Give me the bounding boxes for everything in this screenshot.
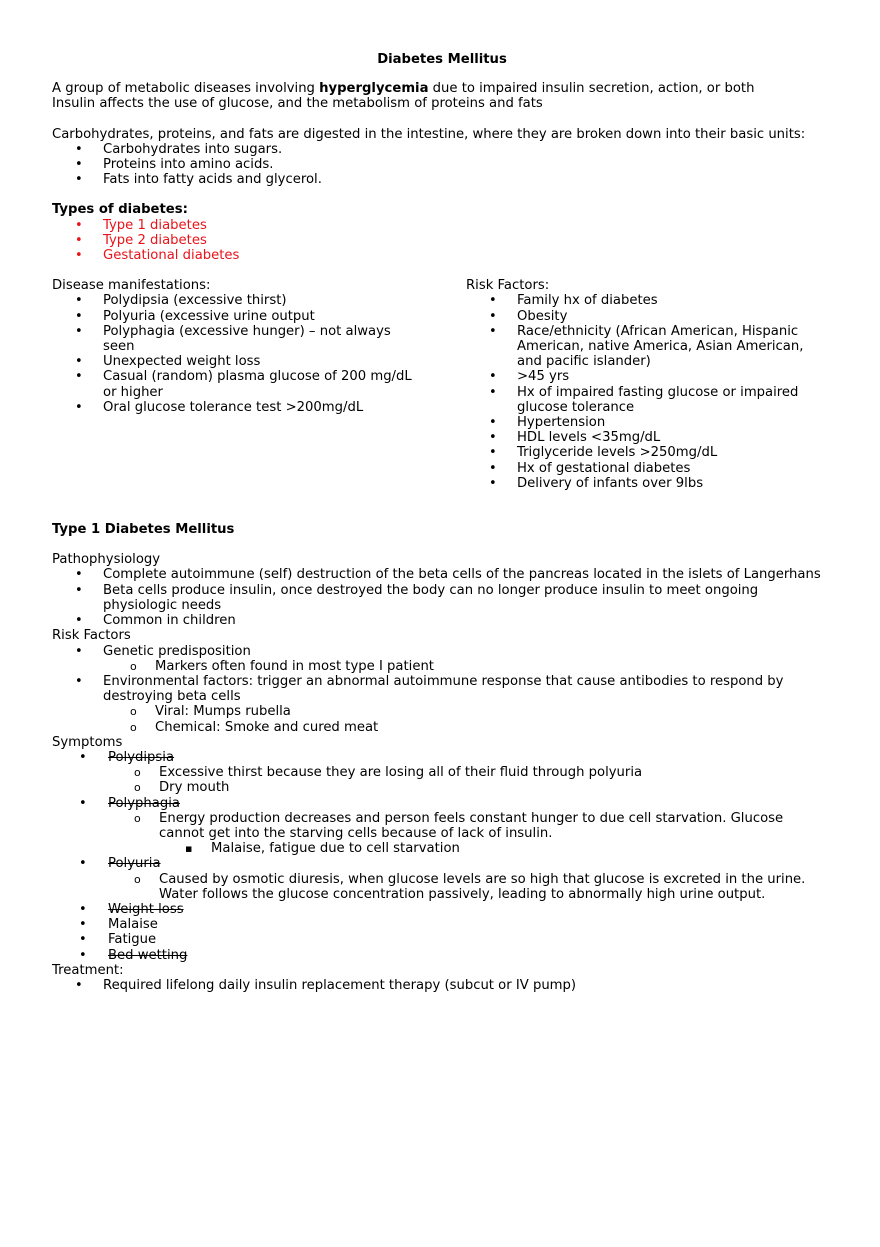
two-column-section bbox=[52, 278, 832, 491]
treatment-heading: Treatment: bbox=[52, 962, 124, 978]
list-item: • Hypertension bbox=[466, 415, 832, 430]
manifestations-list bbox=[52, 293, 414, 415]
list-item: • Hx of impaired fasting glucose or impaired glucose tolerance bbox=[466, 385, 832, 415]
sub-list-item: o Markers often found in most type I patient bbox=[52, 659, 832, 674]
list-item: • Polyphagia (excessive hunger) – not always seen bbox=[52, 324, 414, 354]
symptoms-list bbox=[52, 750, 832, 963]
list-item: • Environmental factors: trigger an abnormal autoimmune response that cause antibodies to respond by destroying beta cells bbox=[52, 674, 832, 704]
list-item bbox=[52, 948, 832, 963]
list-item: • Obesity bbox=[466, 309, 832, 324]
list-item: • HDL levels <35mg/dL bbox=[466, 430, 832, 445]
list-item: • Race/ethnicity (African American, Hispanic American, native America, Asian American, and pacific islander) bbox=[466, 324, 832, 370]
type1-heading: Type 1 Diabetes Mellitus bbox=[52, 522, 235, 538]
sub-list-item: o Excessive thirst because they are losing all of their fluid through polyuria bbox=[52, 765, 832, 780]
types-heading: Types of diabetes: bbox=[52, 202, 188, 218]
list-item bbox=[52, 902, 832, 917]
list-item: • Complete autoimmune (self) destruction of the beta cells of the pancreas located in the islets of Langerhans bbox=[52, 567, 832, 582]
pathophysiology-list bbox=[52, 567, 832, 628]
document-page bbox=[52, 52, 832, 993]
intro-text-before: A group of metabolic diseases involving bbox=[52, 81, 320, 97]
list-item bbox=[52, 796, 832, 811]
intro-line-1 bbox=[52, 81, 832, 96]
list-item: • Polydipsia (excessive thirst) bbox=[52, 293, 414, 308]
treatment-list bbox=[52, 978, 832, 993]
sub-list-item: o Chemical: Smoke and cured meat bbox=[52, 720, 832, 735]
list-item: • Common in children bbox=[52, 613, 832, 628]
list-item: • Required lifelong daily insulin replacement therapy (subcut or IV pump) bbox=[52, 978, 832, 993]
page-title: Diabetes Mellitus bbox=[377, 52, 507, 67]
list-item: • Delivery of infants over 9lbs bbox=[466, 476, 832, 491]
list-item: • Family hx of diabetes bbox=[466, 293, 832, 308]
digestion-list bbox=[52, 142, 832, 188]
sub-list-item: o Dry mouth bbox=[52, 780, 832, 795]
list-item: • Genetic predisposition bbox=[52, 644, 832, 659]
pathophysiology-heading: Pathophysiology bbox=[52, 552, 161, 568]
symptom-polydipsia: Polydipsia bbox=[108, 749, 175, 765]
sub-list-item: o Caused by osmotic diuresis, when glucose levels are so high that glucose is excreted in the urine. Water follows the glucose concentration passively, leading to abnormally high urine output. bbox=[52, 872, 832, 902]
intro-line-2: Insulin affects the use of glucose, and the metabolism of proteins and fats bbox=[52, 96, 543, 112]
list-item: • Casual (random) plasma glucose of 200 mg/dL or higher bbox=[52, 369, 414, 399]
list-item: • Type 1 diabetes bbox=[52, 218, 832, 233]
list-item: • Polyuria (excessive urine output bbox=[52, 309, 414, 324]
list-item: • Triglyceride levels >250mg/dL bbox=[466, 445, 832, 460]
list-item: • Proteins into amino acids. bbox=[52, 157, 832, 172]
symptom-bed-wetting: Bed wetting bbox=[108, 947, 188, 963]
list-item: • Hx of gestational diabetes bbox=[466, 461, 832, 476]
intro-text-after: due to impaired insulin secretion, action, or both bbox=[428, 81, 755, 97]
risk-factors-list bbox=[466, 293, 832, 491]
symptom-polyuria: Polyuria bbox=[108, 856, 161, 872]
list-item: • Fatigue bbox=[52, 932, 832, 947]
sub-list-item: o Viral: Mumps rubella bbox=[52, 704, 832, 719]
symptoms-heading: Symptoms bbox=[52, 734, 123, 750]
list-item: • Oral glucose tolerance test >200mg/dL bbox=[52, 400, 414, 415]
list-item: • Gestational diabetes bbox=[52, 248, 832, 263]
list-item: • Beta cells produce insulin, once destroyed the body can no longer produce insulin to meet ongoing physiologic needs bbox=[52, 583, 832, 613]
symptom-polyphagia: Polyphagia bbox=[108, 795, 180, 811]
list-item: • Carbohydrates into sugars. bbox=[52, 142, 832, 157]
sub-sub-list-item: ▪ Malaise, fatigue due to cell starvation bbox=[52, 841, 832, 856]
list-item bbox=[52, 856, 832, 871]
type1-risk-heading: Risk Factors bbox=[52, 628, 131, 644]
manifestations-column bbox=[52, 278, 414, 491]
list-item: • >45 yrs bbox=[466, 369, 832, 384]
list-item: • Unexpected weight loss bbox=[52, 354, 414, 369]
list-item bbox=[52, 750, 832, 765]
risk-factors-column bbox=[466, 278, 832, 491]
symptom-weight-loss: Weight loss bbox=[108, 901, 184, 917]
types-list bbox=[52, 218, 832, 264]
sub-list-item: o Energy production decreases and person feels constant hunger to due cell starvation. Glucose cannot get into the starving cells because of lack of insulin. bbox=[52, 811, 832, 841]
intro-bold-term: hyperglycemia bbox=[319, 81, 429, 97]
risk-factors-heading: Risk Factors: bbox=[466, 278, 550, 294]
type1-risk-list bbox=[52, 644, 832, 735]
list-item: • Malaise bbox=[52, 917, 832, 932]
manifestations-heading: Disease manifestations: bbox=[52, 278, 211, 294]
list-item: • Type 2 diabetes bbox=[52, 233, 832, 248]
digestion-lead: Carbohydrates, proteins, and fats are digested in the intestine, where they are broken down into their basic units: bbox=[52, 126, 806, 142]
list-item: • Fats into fatty acids and glycerol. bbox=[52, 172, 832, 187]
